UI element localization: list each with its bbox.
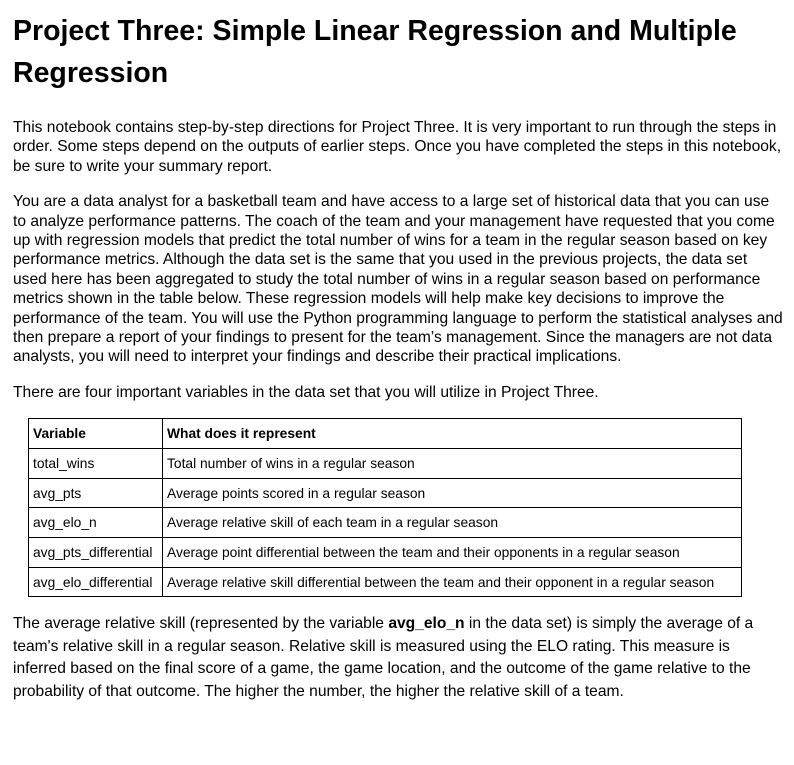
closing-paragraph	[13, 613, 783, 703]
variable-description-cell: Total number of wins in a regular season	[163, 448, 742, 478]
table-row	[29, 538, 742, 568]
closing-term: avg_elo_n	[388, 615, 465, 633]
variables-intro-paragraph: There are four important variables in the data set that you will utilize in Project Three.	[13, 383, 599, 401]
header-description: What does it represent	[163, 419, 742, 449]
variable-name-cell: avg_elo_differential	[29, 567, 163, 597]
scenario-paragraph: You are a data analyst for a basketball team and have access to a large set of historical data that you can use to analyze performance patterns. The coach of the team and your management have requested that you come up with regression models that predict the total number of wins for a team in the regular season based on key performance metrics. Although the data set is the same that you used in the previous projects, the data set used here has been aggregated to study the total number of wins in a regular season based on performance metrics shown in the table below. These regression models will help make key decisions to improve the performance of the team. You will use the Python programming language to perform the statistical analyses and then prepare a report of your findings to present for the team’s management. Since the managers are not data analysts, you will need to interpret your findings and describe their practical implications.	[13, 193, 783, 366]
variable-description-cell: Average points scored in a regular season	[163, 478, 742, 508]
variable-name-cell: avg_pts	[29, 478, 163, 508]
variable-description-cell: Average relative skill of each team in a regular season	[163, 508, 742, 538]
variable-description-cell: Average point differential between the team and their opponents in a regular season	[163, 538, 742, 568]
closing-text-before: The average relative skill (represented by the variable	[13, 615, 389, 633]
variable-name-cell: avg_elo_n	[29, 508, 163, 538]
notebook-page	[13, 0, 783, 703]
variable-name-cell: avg_pts_differential	[29, 538, 163, 568]
table-row	[29, 448, 742, 478]
variables-table	[28, 418, 742, 597]
table-row	[29, 478, 742, 508]
table-header-row	[29, 419, 742, 449]
page-title: Project Three: Simple Linear Regression and Multiple Regression	[13, 15, 737, 89]
variable-description-cell: Average relative skill differential between the team and their opponent in a regular season	[163, 567, 742, 597]
table-row	[29, 567, 742, 597]
table-row	[29, 508, 742, 538]
header-variable: Variable	[29, 419, 163, 449]
closing-text-after: in the data set) is simply the average of a team's relative skill in a regular season. Relative skill is measured using the ELO rating. This measure is inferred based on the final score of a game, the game location, and the outcome of the game relative to the probability of that outcome. The higher the number, the higher the relative skill of a team.	[13, 615, 754, 700]
variable-name-cell: total_wins	[29, 448, 163, 478]
intro-paragraph: This notebook contains step-by-step directions for Project Three. It is very important to run through the steps in order. Some steps depend on the outputs of earlier steps. Once you have completed the steps in this notebook, be sure to write your summary report.	[13, 119, 782, 175]
